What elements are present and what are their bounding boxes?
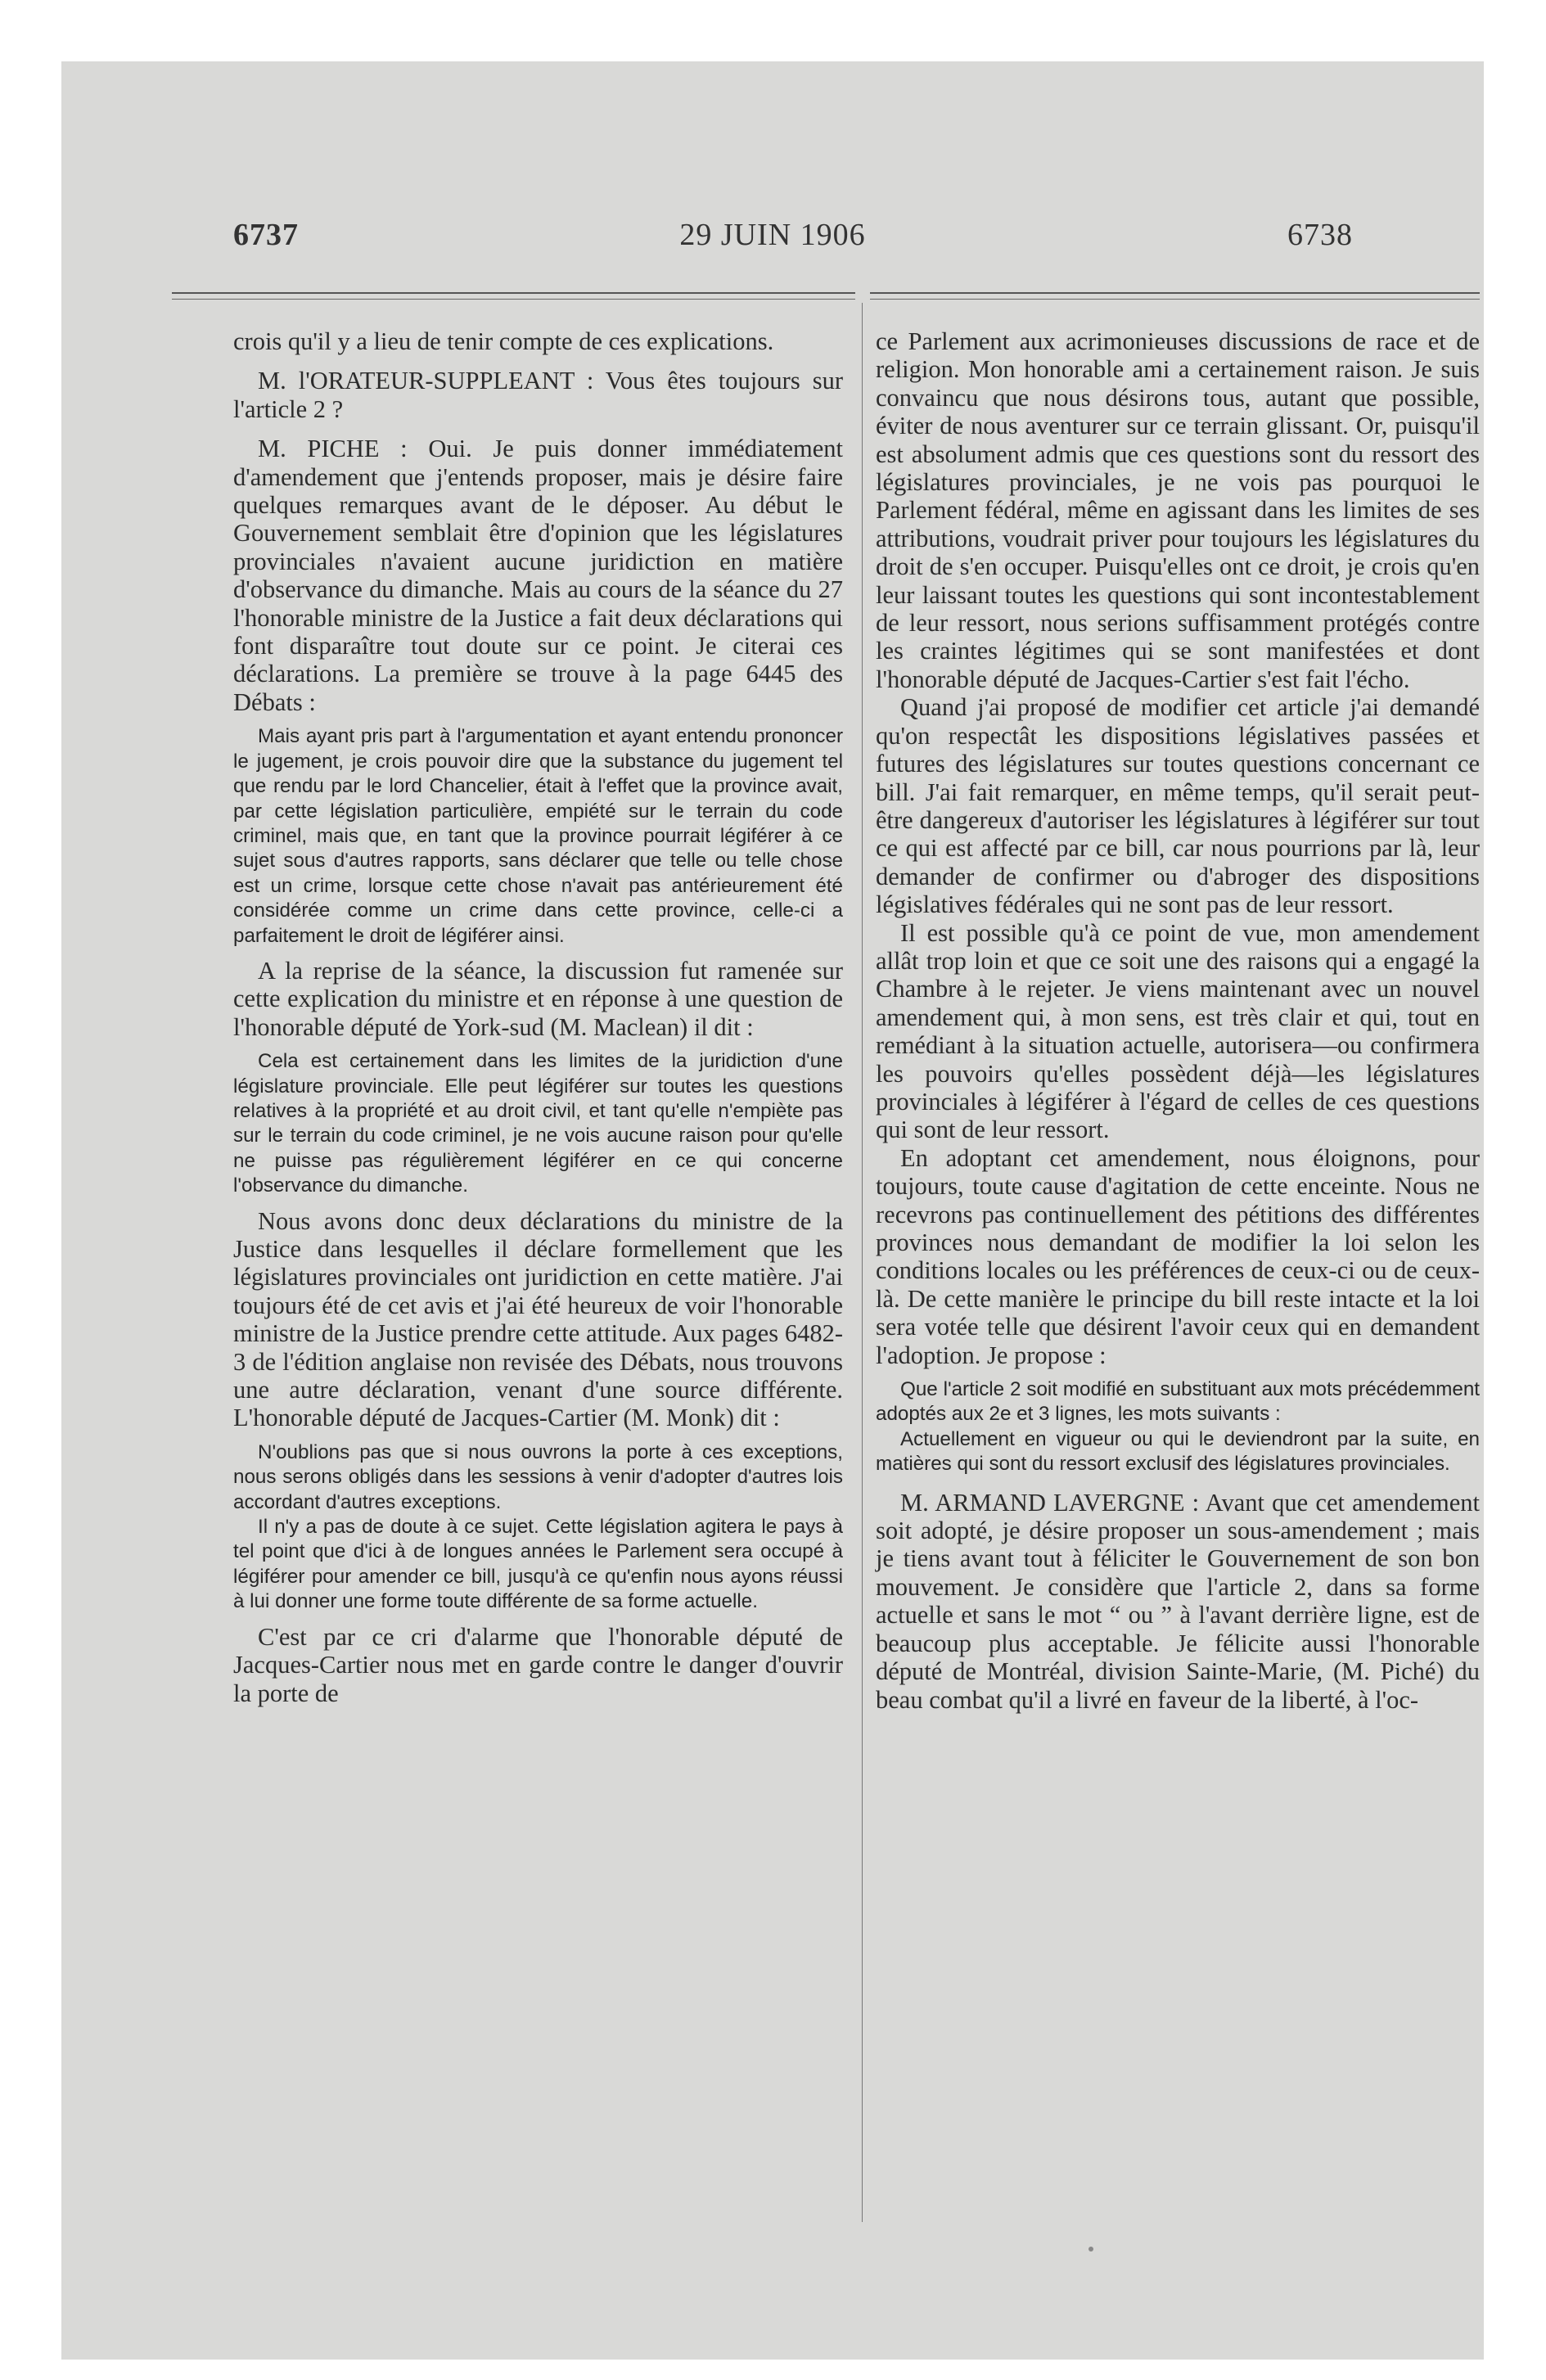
paragraph: Nous avons donc deux déclarations du ministre de la Justice dans lesquelles il déclare formellement que les législatures provinciales ont juridiction en cette matière. J'ai toujours été de cet avis et j'ai été heureux de voir l'honorable ministre de la Justice prendre cette attitude. Aux pages 6482-3 de l'édition anglaise non revisée des Débats, nous trouvons une autre déclaration, venant d'une source différente. L'honorable député de Jacques-Cartier (M. Monk) dit : xyxy=(233,1206,843,1432)
block-quote xyxy=(233,724,843,949)
page-date: 29 JUIN 1906 xyxy=(679,218,866,252)
right-column xyxy=(876,327,1480,1714)
quote-paragraph: Mais ayant pris part à l'argumentation et ayant entendu prononcer le jugement, je crois pouvoir dire que la substance du jugement tel que rendu par le lord Chancelier, était à l'effet que la province avait, par cette législation particulière, empiété sur le terrain du code criminel, mais que, en tant que la province pourrait légiférer à ce sujet sous d'autres rapports, sans déclarer que telle ou telle chose est un crime, lorsque cette chose n'avait pas antérieurement été considérée comme un crime dans cette province, celle-ci a parfaitement le droit de légiférer ainsi. xyxy=(233,725,843,947)
quote-paragraph: Cela est certainement dans les limites de la juridiction d'une législature provinciale. Elle peut légiférer sur toutes les questions relatives à la propriété et au droit civil, et tant qu'elle n'empiète pas sur le terrain du code criminel, je ne vois aucune raison pour qu'elle ne puisse pas régulièrement légiférer en ce qui concerne l'observance du dimanche. xyxy=(233,1050,843,1197)
paragraph: M. l'ORATEUR-SUPPLEANT : Vous êtes toujours sur l'article 2 ? xyxy=(233,367,843,423)
scanned-page xyxy=(61,61,1484,2360)
left-column xyxy=(233,327,843,1707)
paragraph: Il est possible qu'à ce point de vue, mon amendement allât trop loin et que ce soit une des raisons qui a engagé la Chambre à le rejeter. Je viens maintenant avec un nouvel amendement qui, à mon sens, est très clair et qui, tout en remédiant à la situation actuelle, autorisera—ou confirmera les pouvoirs qu'elles possèdent déjà—les législatures provinciales à légiférer à l'égard de celles de ces questions qui sont de leur ressort. xyxy=(876,918,1480,1144)
paragraph: crois qu'il y a lieu de tenir compte de ces explications. xyxy=(233,327,774,355)
right-page-number: 6738 xyxy=(1287,218,1353,252)
column-separator xyxy=(862,303,863,2222)
quote-paragraph: Que l'article 2 soit modifié en substituant aux mots précédemment adoptés aux 2e et 3 lignes, les mots suivants : xyxy=(876,1378,1480,1426)
paragraph: A la reprise de la séance, la discussion fut ramenée sur cette explication du ministre et en réponse à une question de l'honorable député de York-sud (M. Maclean) il dit : xyxy=(233,956,843,1041)
quote-paragraph: Il n'y a pas de doute à ce sujet. Cette législation agitera le pays à tel point que d'ici à de longues années le Parlement sera occupé à légiférer pour amender ce bill, jusqu'à ce qu'enfin nous ayons réussi à lui donner une forme toute différente de sa forme actuelle. xyxy=(233,1516,843,1613)
paragraph: ce Parlement aux acrimonieuses discussions de race et de religion. Mon honorable ami a certainement raison. Je suis convaincu que nous désirons tous, autant que possible, éviter de nous aventurer sur ce terrain glissant. Or, puisqu'il est absolument admis que ces questions sont du ressort des législatures provinciales, je ne vois pas pourquoi le Parlement fédéral, même en agissant dans les limites de ses attributions, voudrait priver pour toujours les législatures du droit de s'en occuper. Puisqu'elles ont ce droit, je crois qu'en leur laissant toutes les questions qui sont incontestablement de leur ressort, nous serions suffisamment protégés contre les craintes légitimes qui se sont manifestées et dont l'honorable député de Jacques-Cartier s'est fait l'écho. xyxy=(876,327,1480,693)
paragraph: C'est par ce cri d'alarme que l'honorable député de Jacques-Cartier nous met en garde contre le danger d'ouvrir la porte de xyxy=(233,1622,843,1707)
left-page-number: 6737 xyxy=(233,218,299,252)
quote-paragraph: N'oublions pas que si nous ouvrons la porte à ces exceptions, nous serons obligés dans les sessions à venir d'adopter d'autres lois accordant d'autres exceptions. xyxy=(233,1440,843,1513)
page-content xyxy=(61,61,1484,2360)
ink-speck xyxy=(1089,2247,1093,2252)
header-rule-right xyxy=(870,292,1480,294)
block-quote xyxy=(876,1377,1480,1477)
block-quote xyxy=(233,1049,843,1198)
block-quote xyxy=(233,1440,843,1615)
paragraph: M. ARMAND LAVERGNE : Avant que cet amendement soit adopté, je désire proposer un sous-amendement ; mais je tiens avant tout à féliciter le Gouvernement de son bon mouvement. Je considère que l'article 2, dans sa forme actuelle et sans le mot “ ou ” à l'avant derrière ligne, est de beaucoup plus acceptable. Je félicite aussi l'honorable député de Montréal, division Sainte-Marie, (M. Piché) du beau combat qu'il a livré en faveur de la liberté, à l'oc- xyxy=(876,1488,1480,1714)
paragraph: En adoptant cet amendement, nous éloignons, pour toujours, toute cause d'agitation de cette enceinte. Nous ne recevrons pas continuellement des pétitions des différentes provinces nous demandant de modifier la loi selon les conditions locales ou les préférences de ceux-ci ou de ceux-là. De cette manière le principe du bill reste intacte et la loi sera votée telle que désirent l'avoir ceux qui en demandent l'adoption. Je propose : xyxy=(876,1143,1480,1369)
paragraph: Quand j'ai proposé de modifier cet article j'ai demandé qu'on respectât les dispositions législatives passées et futures des législatures sur toutes questions concernant ce bill. J'ai fait remarquer, en même temps, qu'il serait peut-être dangereux d'autoriser les législatures à légiférer sur tout ce qui est affecté par ce bill, car nous pourrions par là, leur demander de confirmer ou d'abroger des dispositions législatives fédérales qui ne sont pas de leur ressort. xyxy=(876,693,1480,919)
paragraph: M. PICHE : Oui. Je puis donner immédiatement d'amendement que j'entends proposer, mais je désire faire quelques remarques avant de le déposer. Au début le Gouvernement semblait être d'opinion que les législatures provinciales n'avaient aucune juridiction en matière d'observance du dimanche. Mais au cours de la séance du 27 l'honorable ministre de la Justice a fait deux déclarations qui font disparaître tout doute sur ce point. Je citerai ces déclarations. La première se trouve à la page 6445 des Débats : xyxy=(233,435,843,716)
header-rule-left xyxy=(172,292,855,294)
header-rule-right-thin xyxy=(870,299,1480,300)
quote-paragraph: Actuellement en vigueur ou qui le deviendront par la suite, en matières qui sont du ressort exclusif des législatures provinciales. xyxy=(876,1427,1480,1476)
header-rule-left-thin xyxy=(172,299,855,300)
